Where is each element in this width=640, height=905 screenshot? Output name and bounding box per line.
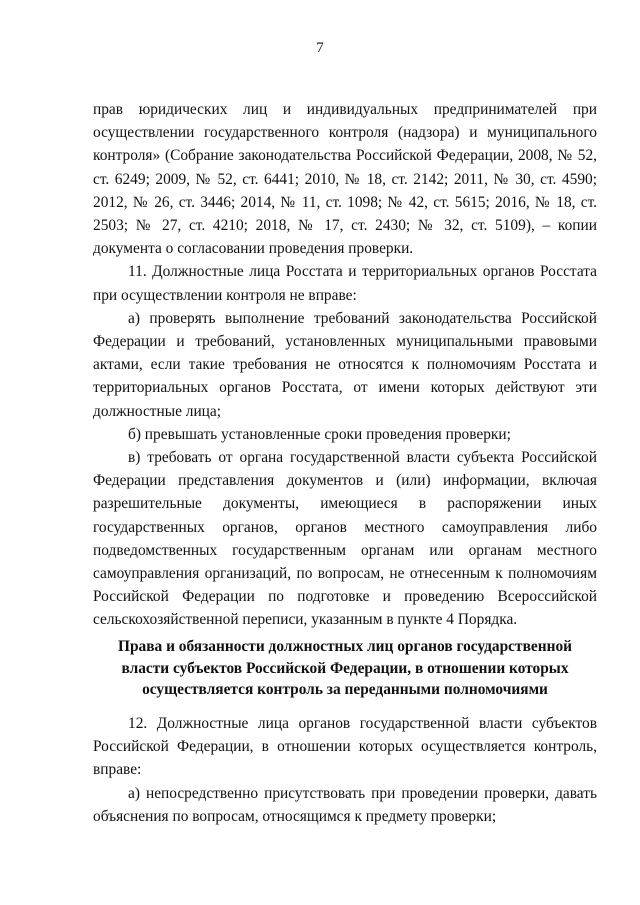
- paragraph-item-12a: а) непосредственно присутствовать при проведении проверки, давать объяснения по вопросам, относящимся к предмету проверки;: [93, 784, 597, 825]
- document-body-top: [93, 98, 597, 632]
- section-heading-block: [93, 636, 597, 701]
- paragraph-item-11v: в) требовать от органа государственной власти субъекта Российской Федерации представления документов и (или) информации, включая разрешительные документы, имеющиеся в распоряжении иных государственных органов, органов местного самоуправления либо подведомственных государственным органам или органам местного самоуправления организаций, по вопросам, не отнесенным к полномочиям Российской Федерации по подготовке и проведению Всероссийской сельскохозяйственной переписи, указанным в пункте 4 Порядка.: [93, 449, 597, 629]
- paragraph-continuation: прав юридических лиц и индивидуальных предпринимателей при осуществлении государственного контроля (надзора) и муниципального контроля» (Собрание законодательства Российской Федерации, 2008, № 52, ст. 6249; 2009, № 52, ст. 6441; 2010, № 18, ст. 2142; 2011, № 30, ст. 4590; 2012, № 26, ст. 3446; 2014, № 11, ст. 1098; № 42, ст. 5615; 2016, № 18, ст. 2503; № 27, ст. 4210; 2018, № 17, ст. 2430; № 32, ст. 5109), – копии документа о согласовании проведения проверки.: [93, 101, 597, 258]
- paragraph-item-11a: а) проверять выполнение требований законодательства Российской Федерации и требований, установленных муниципальными правовыми актами, если такие требования не относятся к полномочиям Росстата и территориальных органов Росстата, от имени которых действуют эти должностные лица;: [93, 309, 597, 420]
- paragraph-item-11b: б) превышать установленные сроки проведения проверки;: [128, 425, 511, 443]
- section-heading: Права и обязанности должностных лиц органов государственной власти субъектов Российской Федерации, в отношении которых осуществляется контроль за переданными полномочиями: [117, 638, 573, 698]
- paragraph-item-12: 12. Должностные лица органов государственной власти субъектов Российской Федерации, в отношении которых осуществляется контроль, вправе:: [93, 715, 597, 779]
- paragraph-item-11: 11. Должностные лица Росстата и территориальных органов Росстата при осуществлении контроля не вправе:: [93, 263, 597, 304]
- document-body-bottom: [93, 712, 597, 828]
- page-number: 7: [316, 40, 324, 56]
